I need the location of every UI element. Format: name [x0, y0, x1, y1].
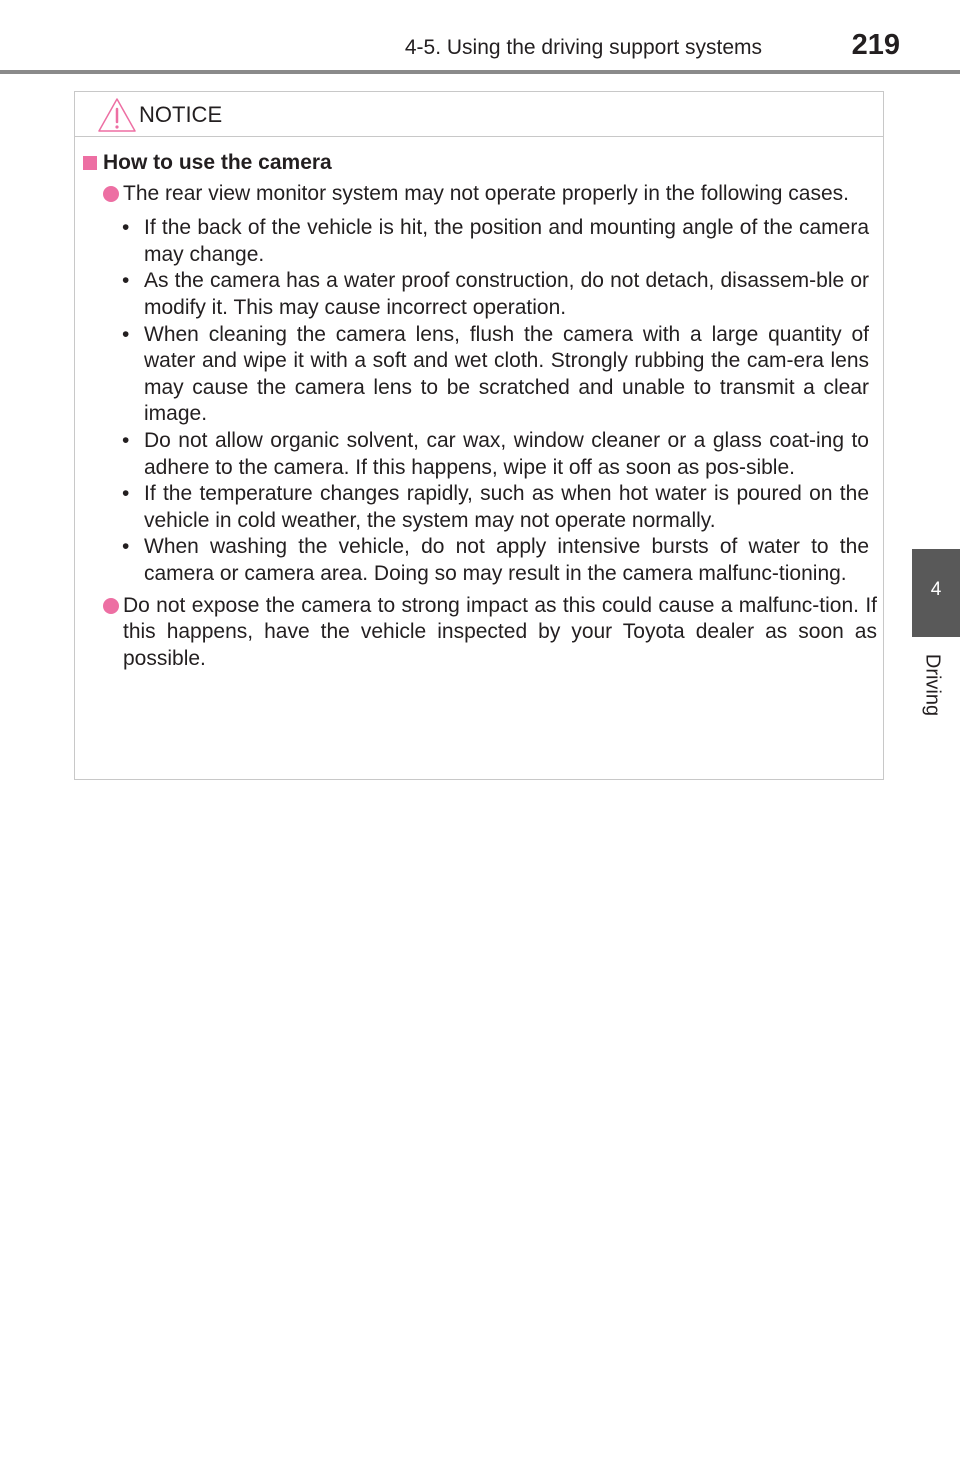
- sub-list-item: • As the camera has a water proof construction, do not detach, disassem-ble or modify it. This may cause incorrect operation.: [122, 269, 869, 319]
- circle-bullet-icon: [103, 598, 119, 614]
- chapter-tab: [912, 549, 960, 637]
- sub-list: [83, 215, 877, 587]
- section-heading: [83, 150, 877, 177]
- sub-list-item: • When washing the vehicle, do not apply intensive bursts of water to the camera or camera area. Doing so may result in the camera malfunc-tioning.: [122, 535, 869, 585]
- page-number: 219: [851, 29, 900, 61]
- chapter-label: Driving: [921, 653, 944, 717]
- sub-list-item: • If the temperature changes rapidly, such as when hot water is poured on the vehicle in cold weather, the system may not operate normally.: [122, 482, 869, 532]
- sub-list-item: • When cleaning the camera lens, flush the camera with a large quantity of water and wipe it with a soft and wet cloth. Strongly rubbing the cam-era lens may cause the camera lens to be scratched and unable to transmit a clear image.: [122, 322, 869, 426]
- circle-bullet-icon: [103, 186, 119, 202]
- dot-bullet-icon: •: [122, 216, 130, 240]
- sub-list-item: • If the back of the vehicle is hit, the position and mounting angle of the camera may change.: [122, 216, 869, 266]
- notice-body: [83, 150, 877, 672]
- section-heading-text: How to use the camera: [103, 151, 332, 174]
- page-header: [0, 0, 960, 76]
- notice-header: [75, 92, 883, 137]
- notice-title: NOTICE: [139, 102, 223, 127]
- notice-item-text: The rear view monitor system may not operate properly in the following cases.: [123, 181, 849, 205]
- chapter-number: 4: [930, 579, 942, 600]
- notice-item: [83, 593, 877, 673]
- dot-bullet-icon: •: [122, 482, 130, 506]
- notice-item: [83, 181, 877, 208]
- section-title: 4-5. Using the driving support systems: [404, 36, 762, 59]
- dot-bullet-icon: •: [122, 535, 130, 559]
- notice-box: [74, 91, 884, 780]
- warning-triangle-icon: [97, 97, 137, 133]
- header-rule: [0, 70, 960, 74]
- notice-item-text: Do not expose the camera to strong impact as this could cause a malfunc-tion. If this happens, have the vehicle inspected by your Toyota dealer as soon as possible.: [123, 593, 877, 670]
- square-bullet-icon: [83, 156, 97, 170]
- sub-list-item: • Do not allow organic solvent, car wax, window cleaner or a glass coat-ing to adhere to the camera. If this happens, wipe it off as soon as pos-sible.: [122, 428, 869, 479]
- dot-bullet-icon: •: [122, 269, 130, 293]
- dot-bullet-icon: •: [122, 322, 130, 346]
- dot-bullet-icon: •: [122, 428, 130, 452]
